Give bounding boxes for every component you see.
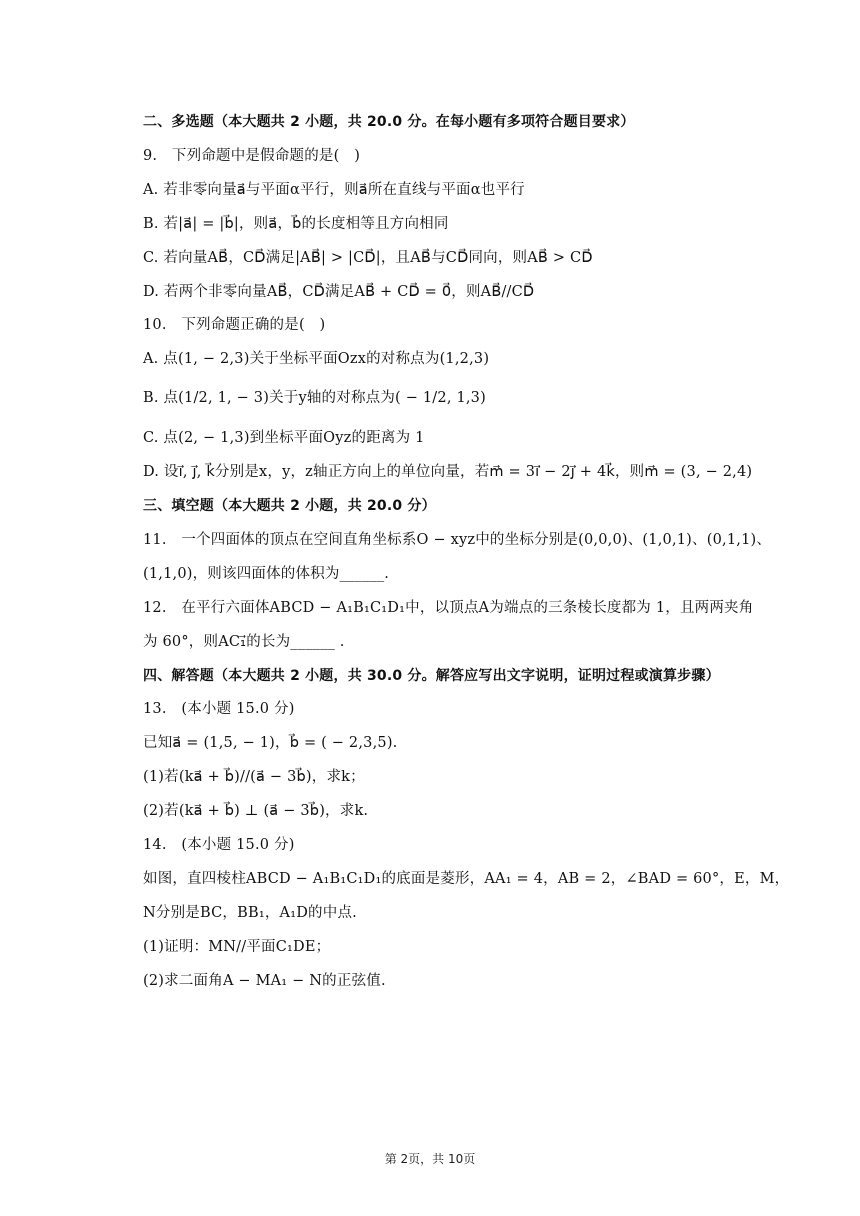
question-9-option-b: B. 若|a⃗| = |b⃗|，则a⃗，b⃗的长度相等且方向相同 bbox=[143, 216, 449, 232]
question-12-line-1: 12. 在平行六面体ABCD − A₁B₁C₁D₁中，以顶点A为端点的三条棱长度都为 1，且两两夹角 bbox=[143, 600, 754, 616]
section-heading-solve: 四、解答题（本大题共 2 小题，共 30.0 分。解答应写出文字说明，证明过程或演算步骤） bbox=[143, 668, 720, 684]
question-14-line-2: N分别是BC，BB₁，A₁D的中点. bbox=[143, 905, 357, 921]
question-9-option-d: D. 若两个非零向量AB⃗，CD⃗满足AB⃗ + CD⃗ = 0⃗，则AB⃗//CD⃗ bbox=[143, 284, 535, 300]
question-11-line-1: 11. 一个四面体的顶点在空间直角坐标系O − xyz中的坐标分别是(0,0,0)、(1,0,1)、(0,1,1)、 bbox=[143, 532, 772, 548]
question-14-part-1: (1)证明：MN//平面C₁DE； bbox=[143, 939, 331, 955]
section-heading-multi-choice: 二、多选题（本大题共 2 小题，共 20.0 分。在每小题有多项符合题目要求） bbox=[143, 114, 635, 130]
question-11-line-2: (1,1,0)，则该四面体的体积为______. bbox=[143, 566, 390, 582]
question-13-stem: 13. (本小题 15.0 分) bbox=[143, 701, 295, 717]
question-14-line-1: 如图，直四棱柱ABCD − A₁B₁C₁D₁的底面是菱形，AA₁ = 4，AB = 2，∠BAD = 60°，E，M， bbox=[143, 871, 790, 887]
question-12-line-2: 为 60°，则AC₁⃗的长为______ . bbox=[143, 634, 345, 650]
question-9-option-a: A. 若非零向量a⃗与平面α平行，则a⃗所在直线与平面α也平行 bbox=[143, 182, 525, 198]
question-9-option-c: C. 若向量AB⃗，CD⃗满足|AB⃗| > |CD⃗|，且AB⃗与CD⃗同向，则AB⃗ > CD⃗ bbox=[143, 250, 593, 266]
question-10-option-d: D. 设i⃗, j⃗, k⃗分别是x，y，z轴正方向上的单位向量，若m⃗ = 3i⃗ − 2j⃗ + 4k⃗，则m⃗ = (3, − 2,4) bbox=[143, 464, 753, 480]
question-10-option-c: C. 点(2, − 1,3)到坐标平面Oyz的距离为 1 bbox=[143, 430, 425, 446]
section-heading-fill-blank: 三、填空题（本大题共 2 小题，共 20.0 分） bbox=[143, 498, 436, 514]
question-13-part-1: (1)若(ka⃗ + b⃗)//(a⃗ − 3b⃗)，求k； bbox=[143, 769, 365, 785]
question-9-stem: 9. 下列命题中是假命题的是( ) bbox=[143, 148, 361, 164]
question-10-option-a: A. 点(1, − 2,3)关于坐标平面Ozx的对称点为(1,2,3) bbox=[143, 351, 490, 367]
page-footer: 第 2页，共 10页 bbox=[384, 1152, 476, 1166]
question-14-part-2: (2)求二面角A − MA₁ − N的正弦值. bbox=[143, 973, 386, 989]
question-13-part-2: (2)若(ka⃗ + b⃗) ⊥ (a⃗ − 3b⃗)，求k. bbox=[143, 803, 369, 819]
question-14-stem: 14. (本小题 15.0 分) bbox=[143, 837, 295, 853]
question-10-stem: 10. 下列命题正确的是( ) bbox=[143, 317, 326, 333]
question-10-option-b: B. 点(1/2, 1, − 3)关于y轴的对称点为( − 1/2, 1,3) bbox=[143, 390, 486, 406]
question-13-given: 已知a⃗ = (1,5, − 1)，b⃗ = ( − 2,3,5). bbox=[143, 735, 398, 751]
